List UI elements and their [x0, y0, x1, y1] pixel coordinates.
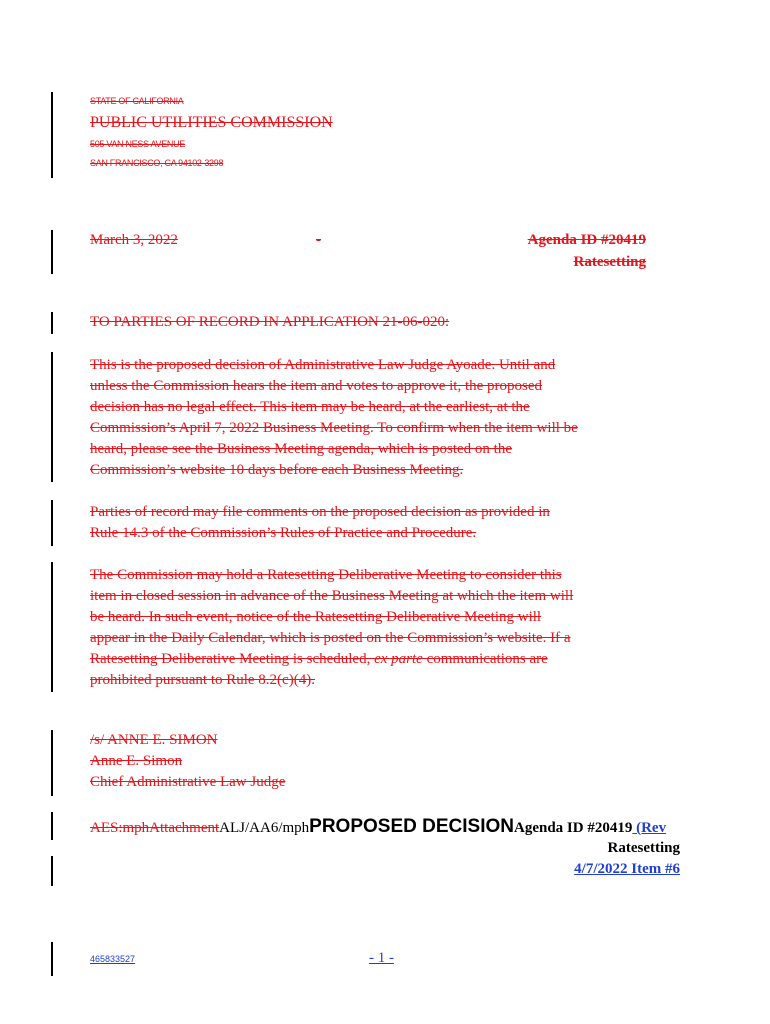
- agenda-category: Ratesetting: [573, 254, 646, 270]
- paragraph-line: The Commission may hold a Ratesetting Deliberative Meeting to consider this: [90, 567, 562, 583]
- paragraph-line: [90, 649, 690, 670]
- text-run: communications are: [422, 651, 548, 667]
- alj-reference: ALJ/AA6/mph: [219, 820, 310, 836]
- commission-header: PUBLIC UTILITIES COMMISSION: [90, 114, 333, 131]
- agenda-id-running: Agenda ID #20419: [513, 820, 633, 836]
- agenda-id: Agenda ID #20419: [527, 232, 646, 248]
- salutation: TO PARTIES OF RECORD IN APPLICATION 21-06-020:: [90, 314, 450, 330]
- page-number: - 1 -: [369, 950, 394, 966]
- running-category: Ratesetting: [607, 840, 680, 856]
- paragraph-line: Commission’s April 7, 2022 Business Meeting. To confirm when the item will be: [90, 420, 578, 436]
- change-bar: [51, 92, 53, 178]
- change-bar: [51, 730, 53, 796]
- proposed-decision-label: PROPOSED DECISION: [309, 816, 514, 837]
- signer-name: Anne E. Simon: [90, 753, 183, 769]
- change-bar: [51, 230, 53, 274]
- paragraph-line: appear in the Daily Calendar, which is posted on the Commission’s website. If a: [90, 630, 571, 646]
- paragraph-proposed-decision: [90, 355, 690, 481]
- paragraph-line: Parties of record may file comments on the proposed decision as provided in: [90, 504, 550, 520]
- address-line-2: SAN FRANCISCO, CA 94102-3298: [90, 158, 224, 168]
- revision-marker: (Rev: [632, 820, 667, 836]
- paragraph-line: Commission’s website 10 days before each Business Meeting.: [90, 462, 464, 478]
- italic-text: ex parte: [374, 651, 423, 667]
- deleted-initials: AES:mphAttachment: [90, 820, 220, 836]
- change-bar: [51, 812, 53, 840]
- document-number: 465833527: [90, 954, 136, 964]
- paragraph-line: This is the proposed decision of Administrative Law Judge Ayoade. Until and: [90, 357, 556, 373]
- paragraph-line: decision has no legal effect. This item may be heard, at the earliest, at the: [90, 399, 530, 415]
- state-header: STATE OF CALIFORNIA: [90, 96, 184, 106]
- memo-date: March 3, 2022: [90, 232, 178, 248]
- change-bar: [51, 500, 53, 546]
- item-date: 4/7/2022 Item #6: [574, 861, 680, 877]
- paragraph-deliberative-meeting: [90, 565, 690, 691]
- signer-title: Chief Administrative Law Judge: [90, 774, 286, 790]
- change-bar: [51, 352, 53, 482]
- running-header-line: [90, 816, 666, 838]
- paragraph-line: heard, please see the Business Meeting agenda, which is posted on the: [90, 441, 512, 457]
- paragraph-comments: [90, 502, 690, 544]
- paragraph-line: Rule 14.3 of the Commission’s Rules of Practice and Procedure.: [90, 525, 477, 541]
- text-run: Ratesetting Deliberative Meeting is scheduled,: [90, 651, 375, 667]
- paragraph-line: be heard. In such event, notice of the Ratesetting Deliberative Meeting will: [90, 609, 542, 625]
- change-bar: [51, 942, 53, 976]
- paragraph-line: item in closed session in advance of the Business Meeting at which the item will: [90, 588, 574, 604]
- paragraph-line: unless the Commission hears the item and votes to approve it, the proposed: [90, 378, 543, 394]
- address-line-1: 505 VAN NESS AVENUE: [90, 139, 186, 149]
- memo-dash: -: [316, 232, 321, 248]
- paragraph-line: prohibited pursuant to Rule 8.2(c)(4).: [90, 672, 315, 688]
- change-bar: [51, 562, 53, 692]
- signature-line: /s/ ANNE E. SIMON: [90, 732, 218, 748]
- change-bar: [51, 856, 53, 886]
- change-bar: [51, 312, 53, 334]
